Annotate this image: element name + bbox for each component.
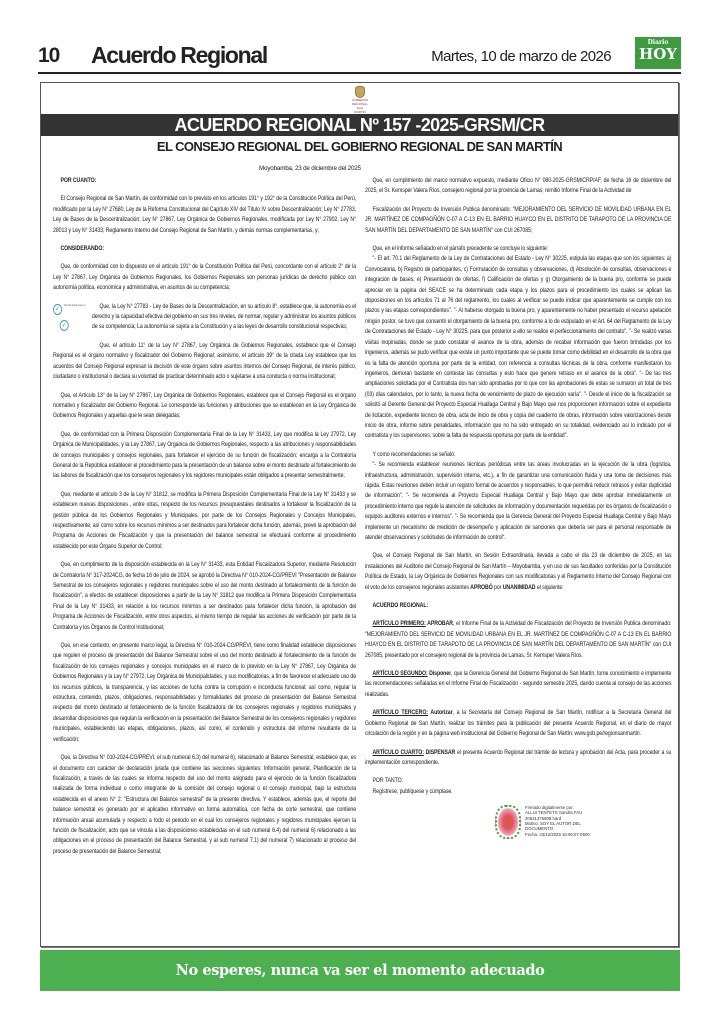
right-column [365, 176, 671, 865]
section-heading [365, 601, 671, 611]
text-segment: Que, de conformidad con lo dispuesto en el artículo 191° de la Constitución Política del Perú, concordante con el artículo 2° de la Ley N° 27867, Ley Orgánica de Gobiernos Regionales, los Gobiernos Regionales son personas jurídicas de derecho público con autonomía política, económica y administrativa, en asuntos de su competencia; [53, 263, 357, 292]
text-segment: Que, en cumplimiento del marco normativo expuesto, mediante Oficio N° 080-2025-GRSM/CRP/AF, de fecha 16 de diciembre del 2025, el Sr. Kemsper Valera Ríos, consejero regional por la provincia de Lamas; remitió Informe Final de la Actividad de [365, 177, 672, 195]
text-segment: por [492, 583, 503, 591]
text-segment: Regístrese, publíquese y cúmplase. [372, 787, 453, 795]
text-segment: Fiscalización del Proyecto de Inversión Publica denominado: "MEJORAMIENTO DEL SERVICIO DE MOVILIDAD URBANA EN EL JR. MARTÍNEZ DE COMPAGÑÓN C-07 A C-13 EN EL BARRIO HUAYCO EN EL DISTRITO DE TARAPOTO DE LA PROVINCIA DE SAN MARTÍN DEL DEPARTAMENTO DE SAN MARTÍN" con CUI 267085; [365, 205, 672, 234]
signature-line: 20531375808 hard [525, 815, 562, 821]
text-segment: Que, en cumplimiento de la disposición establecida en la Ley N° 31433, esta Entidad Fiscalizadora Superior, mediante Resolución de Contraloría N° 317-2024CG, de fecha 16 de julio de 2024, se aprobó la Directiva N° 010-2024-CG/PREVI "Presentación de Balance Semestral de los consejeros regionales y regidores municipales sobre el uso del monto destinado al fortalecimiento de la función de fiscalización", a efectos de establecer disposiciones a partir de la Ley N° 31812 que modifica la Primera Disposición Complementaria Final de la Ley N° 31433, en relación a los recursos mínimos a ser destinados para fortalecer dicha función, la aprobación del Programa de Acciones de Fiscalización, entre otros aspectos, al mismo tiempo de regular las acciones de verificación por parte de la Contraloría y los Órganos de Control Institucional; [53, 561, 357, 631]
text-segment: "- Se recomienda establecer reuniones técnicas periódicas entre las áreas involucradas en la ejecución de la obra (logística, infraestructura, administración, supervisión interna, etc.), a fin de garantizar una comunicación fluida y una toma de decisiones más rápida. Estas reuniones deben incluir un registro formal de acuerdos y responsables, lo que permitirá reducir retrasos y evitar duplicidad de información". "- Se recomienda al Proyecto Especial Huallaga Central y Bajo Mayo que debe aprobar inmediatamente un procedimiento interno que regule la atención de solicitudes de información y documentación requeridas por los órganos de fiscalización o equipos auditores externos e internos". "- Se recomienda que la Gerencia General del Proyecto Especial Huallaga Central y Bajo Mayo implemente un mecanismo de medición de desempeño y aplicación de sanciones que debería ser para el personal responsable de atender observaciones y solicitudes de información de control". [365, 461, 672, 541]
text-segment: , que la Gerencia General del Gobierno Regional de San Martín, tome conocimiento e implemente las recomendaciones señaladas en el Informe Final de Fiscalización - segundo semestre 2025, dando cuenta al consejo de las acciones realizadas. [365, 670, 672, 698]
paragraph [53, 194, 356, 236]
verified-check-icon: ✓ [60, 320, 69, 331]
text-segment: Que, el Artículo 13° de la Ley N° 27867, Ley Orgánica de Gobiernos Regionales, establece que el Consejo Regional es el órgano normativo y fiscalizador del Gobierno Regional. Le corresponde las funciones y atribuciones que se establecen en la Ley Orgánica de Gobiernos Regionales y aquellas que le sean delegadas; [53, 391, 357, 420]
signature-line: Firmado digitalmente por: [525, 805, 574, 811]
page-number: 10 [38, 44, 60, 67]
paragraph [365, 254, 671, 441]
signature-line: ALLUI TENTETS Sandra FAU [525, 810, 583, 816]
text-segment: El Consejo Regional de San Martín, de conformidad con lo previsto en los artículos 191° y 192° de la Constitución Política del Perú, modificado por la Ley N° 27680, Ley de la Reforma Constitucional del Capítulo XIV del Título IV sobre Descentralización; Ley N° 27783, Ley de Bases de la Descentralización; Ley N° 27867, Ley Orgánica de Gobiernos Regionales, modificada por Ley N° 27902, Ley N° 28013 y Ley N° 31433; Reglamento Interno del Consejo Regional de San Martín, y demás normas complementarias, y; [53, 195, 357, 234]
text-segment: POR TANTO: [372, 777, 403, 785]
paragraph [53, 560, 356, 633]
text-segment: UNANIMIDAD [502, 583, 536, 591]
paragraph [365, 176, 671, 197]
text-segment: el siguiente: [535, 583, 564, 591]
document-title: ACUERDO REGIONAL Nº 157 -2025-GRSM/CR [41, 114, 678, 136]
text-segment: Que, la Directiva N° 010-2024-CG/PREVI, el sub numeral 6.3) del numeral 6), relacionado al Balance Semestral, establece que, es el documento con carácter de declaración jurada que contiene las secciones siguientes: Información general, Planificación de la fiscalización, a través de las cuales se informa respecto del uso del monto asignado para el ejercicio de la función fiscalizadora realizada de forma individual o como integrante de la comisión del consejo regional o el consejo municipal, bajo la estructura establecida en el anexo N° 2: "Estructura del Balance semestral" de la presente directiva. Y establece, además que, el reporte del balance semestral es generado por el aplicativo informativo en forma automática, con fecha de corte semestral, que contiene información anual acumulada y respecto a todo el periodo en el cual los consejeros regionales y regidores municipales ejercen la función de fiscalización; acto que se vincula a las disposiciones establecidas en el sub numeral 6.4) del numeral 6) relacionado a las obligaciones en el proceso de presentación del Balance Semestral, y al sub numeral 7.1) del numeral 7) relacionado al proceso del proceso de presentación del Balance Semestral; [53, 754, 357, 855]
text-segment: ARTÍCULO TERCERO: [372, 709, 428, 717]
columns [41, 176, 678, 873]
signature-line: Fecha: 23/12/2025 16:06:07-0500 [525, 831, 590, 837]
text-segment: Autorizar [427, 709, 453, 717]
text-segment: Que, de conformidad con la Primera Disposición Complementaria Final de la Ley N° 31433, Ley que modifica la Ley 27972, Ley Orgánica de Municipalidades, y la Ley 27867, Ley Orgánica de Gobiernos Regionales, respecto a las atribuciones y responsabilidades de concejos municipales y consejos regionales, para fortalecer el ejercicio de su función de fiscalización; encarga a la Contraloría General de la República establecer el procedimiento para la presentación de un balance sobre el monto destinado al fortalecimiento de las labores de fiscalización que los consejeros regionales y los regidores municipales están obligados a presentar semestralmente; [53, 430, 357, 480]
text-segment: POR CUANTO: [60, 177, 97, 184]
page-header [38, 38, 681, 74]
text-segment: ARTÍCULO SEGUNDO: [372, 670, 428, 678]
paragraph [365, 460, 671, 543]
place-date: Moyobamba, 23 de diciembre del 2025 [259, 165, 361, 172]
regional-crest-icon [352, 86, 369, 114]
text-segment: Que, el artículo 11° de la Ley N° 27867, Ley Orgánica de Gobiernos Regionales, establece que el Consejo Regional es el órgano normativo y fiscalizador del Gobierno Regional; asimismo, el artículo 39° de la citada Ley establece que los acuerdos del Consejo Regional expresan la decisión de este órgano sobre asuntos internos del Consejo Regional, de interés público, ciudadano o institucional o declara su voluntad de practicar determinado acto o sujetarse a una conducta o norma institucional; [53, 341, 357, 381]
notice-wrapper [40, 82, 681, 991]
paragraph [365, 748, 671, 769]
section-heading [53, 176, 356, 186]
text-segment: ACUERDO REGIONAL: [372, 602, 429, 610]
paragraph [53, 641, 356, 745]
text-segment: , a la Secretaría del Consejo Regional de San Martín, notificar a la Secretaría General del Gobierno Regional de San Martín, realizar los trámites para la publicación del presente Acuerdo Regional, en el diario de mayor circulación de la región y en la página web institucional del Gobierno Regional de San Martín: www.gob.pe/regionsanmartin. [365, 709, 672, 738]
acuerdo-regional-notice [40, 82, 679, 947]
issue-date: Martes, 10 de marzo de 2026 [431, 48, 611, 65]
paragraph [53, 430, 356, 482]
logo-big-text: HOY [639, 45, 677, 63]
text-segment: Que, la Ley N° 27783 - Ley de Bases de la Descentralización, en su artículo 8°, establece que, la autonomía es el derecho y la capacidad efectiva del gobierno en sus tres niveles, de normar, regular y administrar los asuntos públicos de su competencia; La autonomía se sujeta a la Constitución y a las leyes de desarrollo constitucional respectivas; [91, 302, 357, 331]
stamp-text: Firmado digitalmente por [63, 303, 86, 307]
paragraph [53, 391, 356, 422]
slogan-banner: No esperes, nunca va ser el momento adecuado [40, 950, 680, 991]
diario-hoy-logo [635, 37, 681, 69]
text-segment: Disponer [427, 670, 452, 678]
text-segment: ARTÍCULO CUARTO: [372, 748, 424, 756]
text-segment: Que, el Consejo Regional de San Martín, en Sesión Extraordinaria, llevada a cabo el día 23 de diciembre de 2025, en las instalaciones del Auditorio del Consejo Regional de San Martín – Moyobamba, y en uso de sus facultades conferidas por la Constitución Política de Estado, la Ley Orgánica de Gobiernos Regionales con sus modificatorias y el Reglamento Interno del Consejo Regional con el voto de los consejeros regionales asistentes [365, 552, 672, 591]
paragraph [365, 787, 671, 797]
paragraph [365, 450, 671, 460]
text-segment: CONSIDERANDO: [60, 245, 104, 253]
digital-signature [495, 805, 665, 845]
paragraph [365, 205, 671, 236]
municipal-seal-icon [495, 805, 521, 839]
text-segment: APROBAR [425, 620, 453, 628]
crest-caption: GOBIERNO REGIONAL SAN MARTÍN [352, 98, 369, 114]
paragraph [53, 753, 356, 857]
text-segment: Que, en ese contexto, en presente marco legal, la Directiva N° 010-2024-CG/PREVI, tiene como finalidad establecer disposiciones que regulen el proceso de presentación del Balance Semestral sobre el uso del monto destinado al fortalecimiento de la función de fiscalización de los consejos regionales y concejos municipales en el marco de lo previsto en la Ley N° 27867, Ley Orgánica de Gobiernos Regionales y la Ley N° 27972, Ley Orgánica de Municipalidades, y sus modificatorias, a fin de favorecer el adecuado uso de los recursos públicos, la transparencia, y las acciones de lucha contra la corrupción e inconducta funcional; así como, regular la estructura, contenido, plazos, obligaciones, responsabilidades y formalidades del proceso de presentación del Balance Semestral respecto del monto destinado al fortalecimiento de la función fiscalizadora de los consejeros regionales y regidores municipales y desarrollar disposiciones que regulan la verificación en la presentación del Balance Semestral de los consejeros regionales y regidores municipales, estableciendo las etapas, obligaciones, plazos, así como, el contenido y estructura del informe resultante de la verificación; [53, 642, 357, 743]
paragraph [365, 708, 671, 739]
section-heading [53, 244, 356, 254]
text-segment: DISPENSAR [423, 748, 456, 756]
logo-small-text: Diario [647, 39, 669, 46]
document-subtitle: EL CONSEJO REGIONAL DEL GOBIERNO REGIONAL DE SAN MARTÍN [156, 139, 563, 154]
left-column [53, 176, 356, 865]
paragraph [53, 302, 356, 333]
paragraph [365, 244, 671, 254]
paragraph [365, 551, 671, 593]
paragraph [365, 619, 671, 661]
text-segment: , el Informe Final de la Actividad de Fiscalización del Proyecto de Inversión Publica denominado: "MEJORAMIENTO DEL SERVICIO DE MOVILIDAD URBANA EN EL JR. MARTÍNEZ DE COMPAGÑÓN C-07 A C-13 EN EL BARRIO HUAYCO EN EL DISTRITO DE TARAPOTO DE LA PROVINCIA DE SAN MARTÍN DEL DEPARTAMENTO DE SAN MARTÍN" con CUI 267085, presentado por el consejero regional de la provincia de Lamas, Sr. Kemsper Valera Ríos. [365, 620, 672, 659]
signature-line: Motivo: SOY EL AUTOR DEL [525, 821, 581, 827]
section-title: Acuerdo Regional [91, 42, 268, 68]
text-segment: Y como recomendaciones se señaló: [372, 450, 456, 458]
text-segment: "- El art. 70.1 del Reglamento de la Ley de Contrataciones del Estado - Ley N° 30225, estipula las etapas que son los siguientes: a) Convocatoria, b) Registro de participantes, c) Formulación de consultas y observaciones, d) Absolución de consultas, observaciones e integración de bases, e) Presentación de ofertas, f) Calificación de ofertas y g) Otorgamiento de la buena pro, conforme se puede apreciar en la página del SEACE se ha determinado cada etapa y los plazos para el procedimiento los cuales se aplican las disposiciones en los artículos 71 al 76 del reglamento, los cuales al verificar se puede indicar que aparentemente se cumple con los plazos y las etapas correspondientes". "- Al haberse otorgado la buena pro, y aparentemente no haber presentado el recurso apelación ningún postor, se tuvo que consentir el otorgamiento de la buena pro, conforme a lo de estipulado en el Art. 64 del Reglamento de la Ley de Contrataciones del Estado - Ley N° 30225, para que posterior a ello se realice el perfeccionamiento del contrato". "- Se realizó varias visitas inopinadas, donde se pudo constatar el avance de la obra, además de recabar información que fueron brindadas por los ingenieros, además se pudo verificar que existe un punto importante que se puede tomar como debilidad en el desarrollo de la obra que es la falta de atención oportuna por parte de la entidad, con referencia a consultas técnicas de la obra, conforme manifestaron los ingenieros, demoran bastante en contestar las consultas y esto hace que genere retraso en el avance de la obra". "- De las tres ampliaciones solicitada por el Contratista dos han sido aprobadas por lo que con las aprobaciones de estas se sumaron un total de tres (03) días calendarios, por lo tanto, la nueva fecha de vencimiento de plazo de ejecución varía". "- Desde el inicio de la fiscalización se solicitó al Gerente General del Proyecto Especial Huallaga Central y Bajo Mayo que nos proporcionen información sobre el expediente de licitación, expediente técnico de obra, acta de inicio de obra y copia del cuaderno de obras, información sobre valorizaciones desde inicio de obra, informe sobre penalidades, información que no ha sido entregado en su totalidad, evidenciado así lo indicado por el contratista y los supervisores, sobre la falta de respuesta oportuna por parte de la entidad". [365, 255, 672, 440]
paragraph [365, 669, 671, 700]
paragraph [53, 490, 356, 552]
paragraph [53, 262, 356, 293]
paragraph [53, 341, 356, 383]
text-segment: ARTÍCULO PRIMERO: [372, 620, 426, 628]
paragraph [365, 776, 671, 786]
digital-signature-stamps [53, 302, 89, 342]
text-segment: Que, en el informe señalado en el párrafo precedente se concluye lo siguiente: [372, 245, 549, 253]
text-segment: el presente Acuerdo Regional del trámite de lectura y aprobación del Acta, para proceder a su implementación correspondiente. [365, 748, 672, 766]
text-segment: APROBÓ [470, 583, 493, 591]
verified-check-icon: ✓ [53, 304, 62, 315]
signature-line: DOCUMENTO [525, 826, 554, 832]
text-segment: Que, mediante el artículo 3 de la Ley N° 31812, se modifica la Primera Disposición Complementaria Final de la Ley N° 31433 y se establecen nuevas disposiciones , entre otras, respecto de los recursos presupuestales destinados a fortalecer la fiscalización de la gestión pública de los Gobiernos Regionales y Municipales, por parte de los Consejos Regionales y Concejos Municipales, respectivamente; así como sobre los recursos mínimos a ser destinados para fortalecer dicha función, además, prevé la aprobación del Programa de Acciones de Fiscalización y que la presentación del balance semestral se efectuará conforme al procedimiento establecido por este Órgano Superior de Control; [53, 490, 357, 550]
